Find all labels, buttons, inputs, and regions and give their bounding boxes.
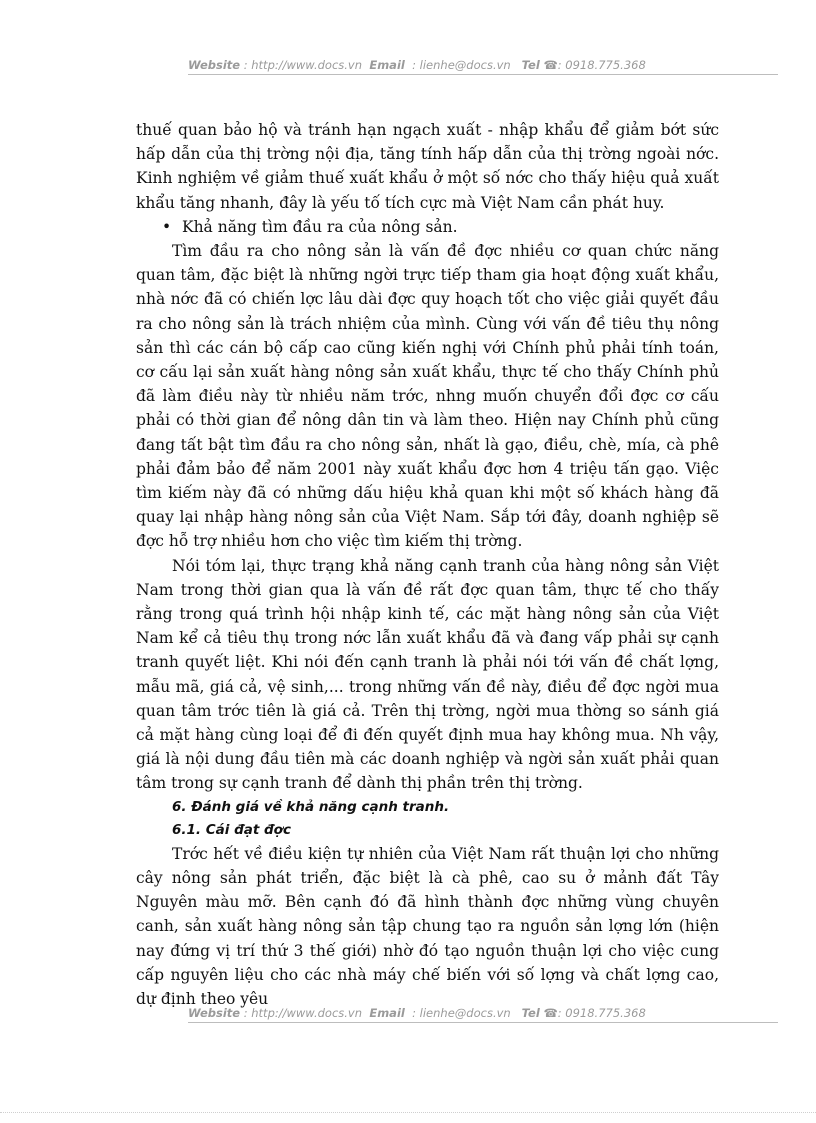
footer-tel-value: : 0918.775.368 [557, 1006, 646, 1020]
paragraph: Tìm đầu ra cho nông sản là vấn đề đợc nhiều cơ quan chức năng quan tâm, đặc biệt là những ngời trực tiếp tham gia hoạt động xuất khẩu, nhà nớc đã có chiến lợc lâu dài đợc quy hoạch tốt cho việc giải quyết đầu ra cho nông sản là trách nhiệm của mình. Cùng với vấn đề tiêu thụ nông sản thì các cán bộ cấp cao cũng kiến nghị với Chính phủ phải tính toán, cơ cấu lại sản xuất hàng nông sản xuất khẩu, thực tế cho thấy Chính phủ đã làm điều này từ nhiều năm trớc, nhng muốn chuyển đổi đợc cơ cấu phải có thời gian để nông dân tin và làm theo. Hiện nay Chính phủ cũng đang tất bật tìm đầu ra cho nông sản, nhất là gạo, điều, chè, mía, cà phê phải đảm bảo để năm 2001 này xuất khẩu đợc hơn 4 triệu tấn gạo. Việc tìm kiếm này đã có những dấu hiệu khả quan khi một số khách hàng đã quay lại nhập hàng nông sản của Việt Nam. Sắp tới đây, doanh nghiệp sẽ đợc hỗ trợ nhiều hơn cho việc tìm kiếm thị trờng. [136, 242, 719, 551]
footer-website-value: : http://www.docs.vn [243, 1006, 363, 1020]
header-tel-value: : 0918.775.368 [557, 58, 646, 72]
bullet-text: Khả năng tìm đầu ra của nông sản. [182, 217, 458, 236]
footer-tel-label: Tel [521, 1006, 540, 1020]
phone-icon: ☎ [543, 1006, 558, 1020]
header-tel-label: Tel [521, 58, 540, 72]
footer-email-label: Email [369, 1006, 405, 1020]
page-header [188, 58, 778, 75]
subsection-heading: 6.1. Cái đạt đợc [172, 821, 291, 838]
footer-website-label: Website [188, 1006, 241, 1020]
paragraph: Trớc hết về điều kiện tự nhiên của Việt Nam rất thuận lợi cho những cây nông sản phát triển, đặc biệt là cà phê, cao su ở mảnh đất Tây Nguyên màu mỡ. Bên cạnh đó đã hình thành đợc những vùng chuyên canh, sản xuất hàng nông sản tập chung tạo ra nguồn sản lợng lớn (hiện nay đứng vị trí thứ 3 thế giới) nhờ đó tạo nguồn thuận lợi cho việc cung cấp nguyên liệu cho các nhà máy chế biến với số lợng và chất lợng cao, dự định theo yêu [136, 844, 719, 1008]
paragraph: thuế quan bảo hộ và tránh hạn ngạch xuất - nhập khẩu để giảm bớt sức hấp dẫn của thị trờng nội địa, tăng tính hấp dẫn của thị trờng ngoài nớc. Kinh nghiệm về giảm thuế xuất khẩu ở một số nớc cho thấy hiệu quả xuất khẩu tăng nhanh, đây là yếu tố tích cực mà Việt Nam cần phát huy. [136, 121, 719, 212]
page-edge-divider [0, 1112, 816, 1113]
header-website-value: : http://www.docs.vn [243, 58, 363, 72]
header-email-label: Email [369, 58, 405, 72]
bullet-icon: • [162, 217, 172, 236]
phone-icon: ☎ [543, 58, 558, 72]
section-heading: 6. Đánh giá về khả năng cạnh tranh. [172, 798, 450, 815]
footer-email-value: : lienhe@docs.vn [412, 1006, 511, 1020]
document-body [136, 118, 719, 1011]
paragraph: Nói tóm lại, thực trạng khả năng cạnh tranh của hàng nông sản Việt Nam trong thời gian qua là vấn đề rất đợc quan tâm, thực tế cho thấy rằng trong quá trình hội nhập kinh tế, các mặt hàng nông sản của Việt Nam kể cả tiêu thụ trong nớc lẫn xuất khẩu đã và đang vấp phải sự cạnh tranh quyết liệt. Khi nói đến cạnh tranh là phải nói tới vấn đề chất lợng, mẫu mã, giá cả, vệ sinh,... trong những vấn đề này, điều để đợc ngời mua quan tâm trớc tiên là giá cả. Trên thị trờng, ngời mua thờng so sánh giá cả mặt hàng cùng loại để đi đến quyết định mua hay không mua. Nh vậy, giá là nội dung đầu tiên mà các doanh nghiệp và ngời sản xuất phải quan tâm trong sự cạnh tranh để dành thị phần trên thị trờng. [136, 556, 719, 793]
header-website-label: Website [188, 58, 241, 72]
page-footer [188, 1006, 778, 1023]
header-email-value: : lienhe@docs.vn [412, 58, 511, 72]
bullet-item [136, 215, 719, 239]
